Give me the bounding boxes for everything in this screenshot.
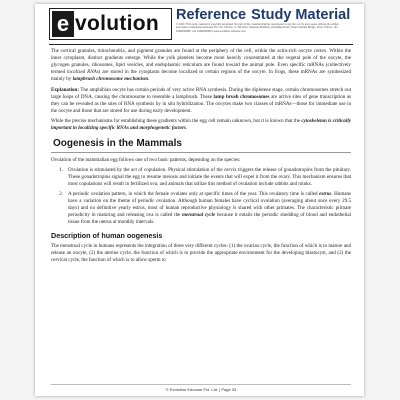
paragraph-ovulation-intro: Ovulation of the mammalian egg follows one of two basic patterns, depending on the species: (51, 156, 241, 163)
header-divider (49, 44, 353, 45)
list-number: 1. (59, 167, 63, 174)
paragraph-explanation: Explanation: The amphibian oocyte has certain periods of very active RNA synthesis. During the diplotene stage, certain chromosomes stretch out large loops of DNA, causing the chromosome to resemble a lampbrush. These lamp brush chromosomes are active sites of gene transcription as they can be revealed as the sites of RNA synthesis by in situ hybridization. The oocytes make two classes of mRNAs—those for immediate use in the oocyte and those that are stored for use during early development. (51, 86, 351, 114)
list-text: A periodic ovulation pattern, in which the female ovulates only at specific times of the year. This ovulatory time is called estrus. Humans have a variation on the theme of periodic ovulation. Although human females have cyclical ovulation (averaging about once every 29.5 days) and no definitive yearly estrus, most of human reproductive physiology is shared with other primates. The characteristic primate periodicity in maturing and releasing ova is called the menstrual cycle because it entails the periodic shedding of blood and endothelial tissue from the uterus at monthly intervals. (68, 191, 351, 226)
paragraph-menstrual-cycle: The menstrual cycle in humans represents the integration of three very different cycles: (1) the ovarian cycle, the function of which is to mature and release an oocyte, (2) the uterine cycle, the function of which is to provide the appropriate environment for the developing blastocyst, and (3) the cervical cycle, the function of which is to allow sperm to (51, 242, 351, 263)
page-footer: © Evolution Educare Pvt. Ltd. | Page 33 (51, 384, 351, 392)
list-text: Ovulation is stimulated by the act of copulation. Physical stimulation of the cervix triggers the release of gonadotropins from the pituitary. These gonadotropins signal the egg to resume meiosis and initiate the events that will expel it from the ovary. This mechanism ensures that most copulations will result in fertilized ova, and animals that utilize this method of ovulation include rabbits and minks. (68, 167, 351, 188)
list-item (51, 167, 351, 188)
subsection-heading-human-oogenesis: Description of human oogenesis (51, 230, 163, 240)
header-title (176, 7, 350, 23)
paragraph-gradients: The cortical granules, mitochondria, and pigment granules are found at the periphery of the cell, within the actin-rich oocyte cortex. Within the inner cytoplasm, distinct gradients emerge. While the yolk platelets become more heavily concentrated at the vegetal pole of the oocyte, the glycogen granules, ribosomes, lipid vesicles, and endoplasmic reticulum are found toward the animal pole. Even specific mRNAs (collectively termed localized RNAs) are stored in the cytoplasm become localized to certain regions of the oocyte. In frogs, these mRNAs are synthesized mainly by lampbrush chromosome mechanism. (51, 48, 351, 83)
list-number: 2. (59, 191, 63, 198)
explanation-label: Explanation: (51, 86, 80, 93)
logo-wordmark: volution (75, 12, 160, 35)
title-reference: Reference (176, 7, 247, 23)
logo-initial: e (52, 11, 74, 37)
section-heading-oogenesis: Oogenesis in the Mammals (51, 136, 351, 153)
document-page (35, 4, 364, 396)
paragraph-mechanisms: While the precise mechanisms for establishing these gradients within the egg cell remain unknown, but it is known that the cytoskeleton is critically important in localizing specific RNAs and morphogenetic factors. (51, 118, 351, 132)
copyright-notice: © 2020, This study material is copyright protected. No part of this material shall be reproduced in any form or by any means without the written permission of Evolution Educare Pvt. Ltd. Flat No.: 9, 4th Floor, Dattaram Building, Ambedkar Road, Near Gokhale Bridge, Pune. Phone: +91 9168000888, +91 9168000999 | www.evolution-educare.com (176, 23, 340, 33)
evolution-logo (49, 8, 172, 40)
title-study-material: Study Material (251, 7, 351, 23)
page-header (49, 8, 353, 42)
page-content (51, 48, 351, 267)
list-item (51, 191, 351, 226)
